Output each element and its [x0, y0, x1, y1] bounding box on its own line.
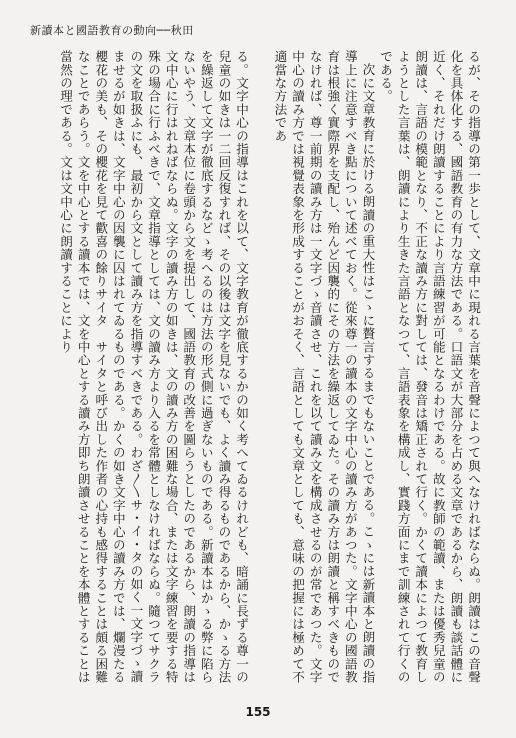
paragraph: るが、その指導の第一歩として、文章中に現れる言葉を音聲によつて與へなければならぬ。朗讀はこの音聲化を具体化する、國語教育の有力な方法である。口語文が大部分を占める文章であるから、朗讀も談話體に近く、それだけ朗讀することにより言語練習が可能となるわけである。故に教師の範讀、または優秀兒童の朗讀は、言語の模範となり、不正な讀み方に對しては、發音は矯正されて行く。かくて讀本によつて教育しようとした言葉は、朗讀により生きた言語となつて、言語表象を構成し、實踐方面にまで訓練されて行くのである。 [378, 50, 481, 684]
right-text-column [270, 50, 482, 696]
page-number: 155 [245, 705, 271, 719]
running-title: 新讀本と國語教育の動向──秋田 [30, 24, 194, 37]
paragraph: る。文字中心の指導はこれを以て、文字教育が徹底するかの如く考へてゐるけれども、暗誦に長ずる尊一の兒童の如きは一二回反復すれば、その以後は文字を見ないでも、よく讀み得るものであるから、かゝる方法を繰返して文字が徹底するなどゝ考へるのは方法の形式側に過ぎないものである。新讀本はかゝる弊に陷らないやう、文章本位に卷頭から文を提出して、國語教育の改善を圖らうとしたのであるから、朗讀の指導は文中心に行はれねばならぬ。文字の讀み方の如きは、文の讀み方の困難な場合、または文字練習を要する特殊の場合に行ふべきで、文章指導としては、文の讀み方より入るを常體としなければならぬ。隨つてサクラの文を取扱ふにも、最初から文として讀み方を指導すべきである。わざ〳〵サ・イ・タの如く一文字づゝ讀ませるが如きは、文字中心の因襲に囚はれてゐるものである。かくの如き文字中心の讀み方では、爛漫たる櫻花の美も、その櫻花を見て歡喜の餘りサイタ サイタと呼び出した作者の心持も感得することは頗る困難なことであらう。文を中心とする讀本では、文を中心とする讀み方即ち朗讀させることを本體とすることは當然の理である。文は文中心に朗讀することにより [58, 50, 249, 684]
paragraph: 次に文章教育に於ける朗讀の重大性はこゝに贅言するまでもないことである。こゝには新讀本と朗讀の指導上に注意すべき點について述べておく。從來尊一の讀本の文字中心の讀み方があつた。文字中心の國語教育は根強く實際界を支配し、殆んど因襲的にその方法を繰返してゐた。その讀み方は朗讀と稱すべきものでなければ、尊一前期の讀み方は一文字づゝ音讀させ、これを以て讀み文を構成させるのが常であつた。文字中心の讀み方では視覺表象を形成することがおそく、言語としても文章としても、意味の把握には極めて不適當な方法であ [272, 50, 376, 684]
left-text-column [38, 50, 250, 696]
